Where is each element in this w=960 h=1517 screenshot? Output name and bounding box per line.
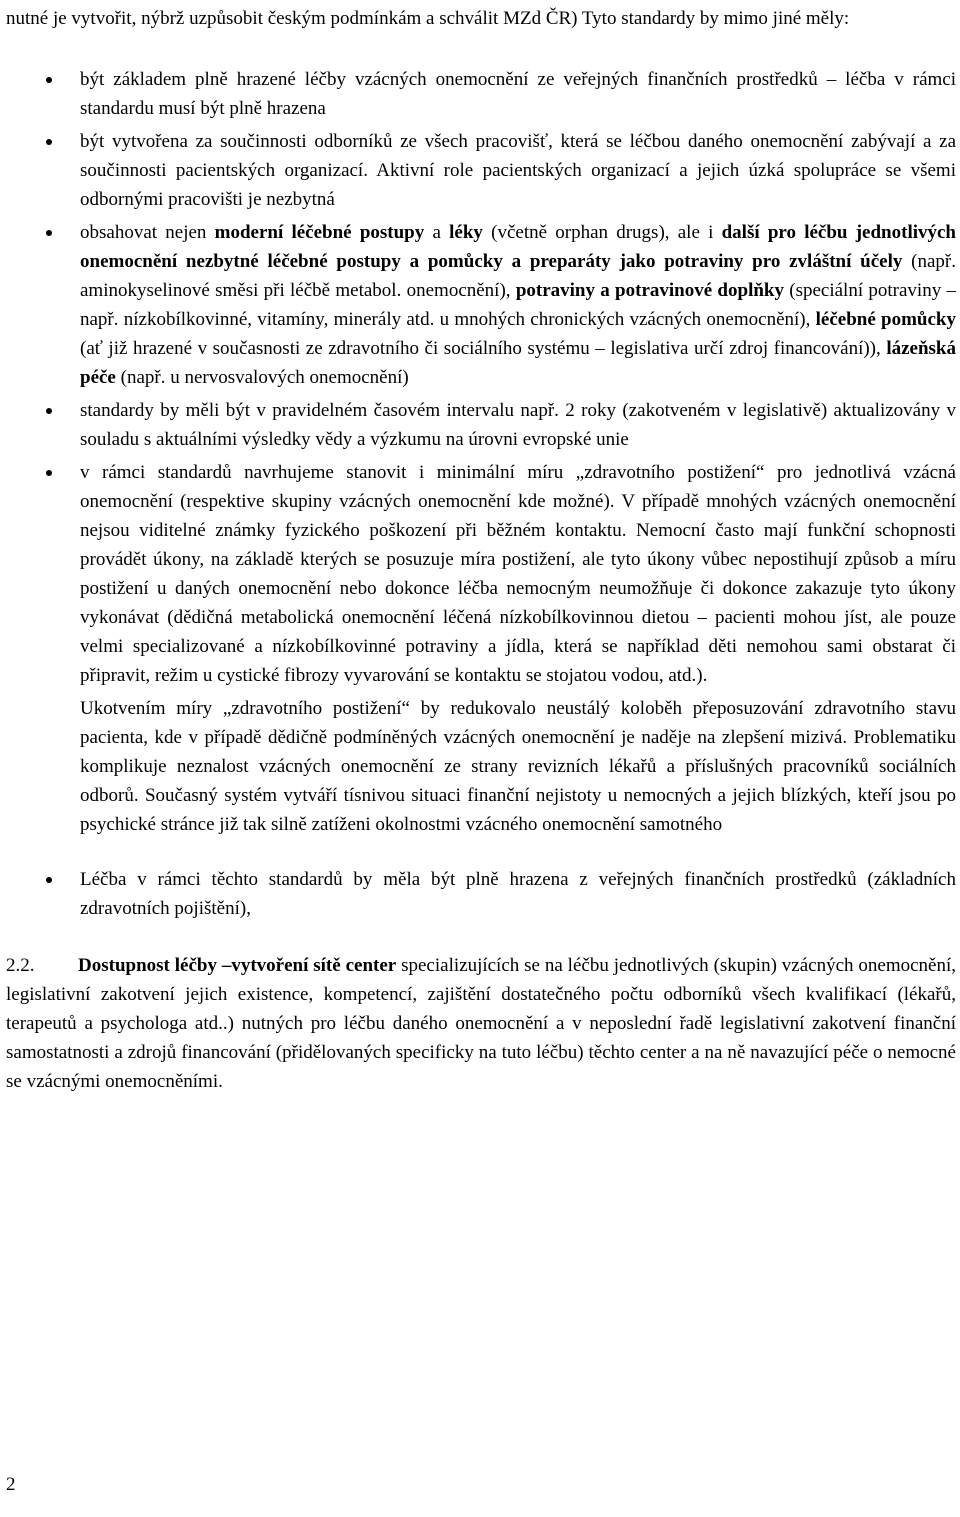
bullet-icon (46, 470, 52, 476)
bullet-icon (46, 877, 52, 883)
list-item-text: Léčba v rámci těchto standardů by měla být plně hrazena z veřejných finančních prostředků (základních zdravotních pojištění), (80, 869, 956, 919)
bullet-icon (46, 408, 52, 414)
section-text: specializujících se na léčbu jednotlivých (skupin) vzácných onemocnění, legislativní zakotvení jejich existence, kompetencí, zajištění dostatečného počtu odborníků všech kvalifikací (lékařů, terapeutů a psychologa atd..) nutných pro léčbu daného onemocnění a v neposlední řadě legislativní zakotvení finanční samostatnosti a zdrojů financování (přidělovaných specificky na tuto léčbu) těchto center a na ně navazující péče o nemocné se vzácnými onemocněními. (6, 955, 956, 1092)
list-item (6, 218, 956, 392)
document-page (6, 4, 956, 1115)
list-item (6, 65, 956, 123)
list-item-text: standardy by měli být v pravidelném časovém intervalu např. 2 roky (zakotveném v legislativě) aktualizovány v souladu s aktuálními výsledky vědy a výzkumu na úrovni evropské unie (80, 400, 956, 450)
list-item (6, 396, 956, 454)
bullet-icon (46, 230, 52, 236)
bullet-icon (46, 77, 52, 83)
standards-list (6, 65, 956, 690)
section-paragraph (6, 951, 956, 1096)
list-item-text: v rámci standardů navrhujeme stanovit i minimální míru „zdravotního postižení“ pro jednotlivá vzácná onemocnění (respektive skupiny vzácných onemocnění kde možné). V případě mnohých vzácných onemocnění nejsou viditelné známky fyzického poškození při běžném kontaktu. Nemocní často mají funkční schopnosti provádět úkony, na základě kterých se posuzuje míra postižení, ale tyto úkony vůbec nepostihují způsob a míru postižení u daných onemocnění nebo dokonce léčba nemocným neumožňuje či dokonce zakazuje tyto úkony vykonávat (dědičná metabolická onemocnění léčená nízkobílkovinnou dietou – pacienti mohou jíst, ale pouze velmi specializované a nízkobílkovinné potraviny a jídla, která se například děti nemohou sami obstarat či připravit, režim u cystické fibrozy vyvarování se kontaktu se stojatou vodou, atd.). (80, 462, 956, 686)
list-item (6, 458, 956, 690)
list-item-text: být vytvořena za součinnosti odborníků ze všech pracovišť, která se léčbou daného onemocnění zabývají a za součinnosti pacientských organizací. Aktivní role pacientských organizací a jejich úzká spolupráce se všemi odbornými pracovišti je nezbytná (80, 131, 956, 210)
list-item-text: být základem plně hrazené léčby vzácných onemocnění ze veřejných finančních prostředků – léčba v rámci standardu musí být plně hrazena (80, 69, 956, 119)
section-number: 2.2. (6, 955, 35, 976)
list-item (6, 127, 956, 214)
intro-paragraph: nutné je vytvořit, nýbrž uzpůsobit českým podmínkám a schválit MZd ČR) Tyto standardy by mimo jiné měly: (6, 8, 850, 29)
bullet-icon (46, 139, 52, 145)
list-item (6, 865, 956, 923)
list-item-text: obsahovat nejen moderní léčebné postupy a léky (včetně orphan drugs), ale i další pro léčbu jednotlivých onemocnění nezbytné léčebné postupy a pomůcky a preparáty jako potraviny pro zvláštní účely (např. aminokyselinové směsi při léčbě metabol. onemocnění), potraviny a potravinové doplňky (speciální potraviny – např. nízkobílkovinné, vitamíny, minerály atd. u mnohých chronických vzácných onemocnění), léčebné pomůcky (ať již hrazené v současnosti ze zdravotního či sociálního systému – legislativa určí zdroj financování)), lázeňská péče (např. u nervosvalových onemocnění) (80, 222, 957, 388)
section-heading: Dostupnost léčby –vytvoření sítě center (78, 955, 397, 976)
final-list (6, 865, 956, 923)
continuation-paragraph: Ukotvením míry „zdravotního postižení“ by redukovalo neustálý koloběh přeposuzování zdravotního stavu pacienta, kde v případě dědičně podmíněných vzácných onemocnění je naděje na zlepšení mizivá. Problematiku komplikuje neznalost vzácných onemocnění ze strany revizních lékařů a příslušných pracovníků sociálních odborů. Současný systém vytváří tísnivou situaci finanční nejistoty u nemocných a jejich blízkých, kteří jsou po psychické stránce již tak silně zatíženi okolnostmi vzácného onemocnění samotného (80, 698, 956, 835)
page-number: 2 (6, 1474, 16, 1495)
